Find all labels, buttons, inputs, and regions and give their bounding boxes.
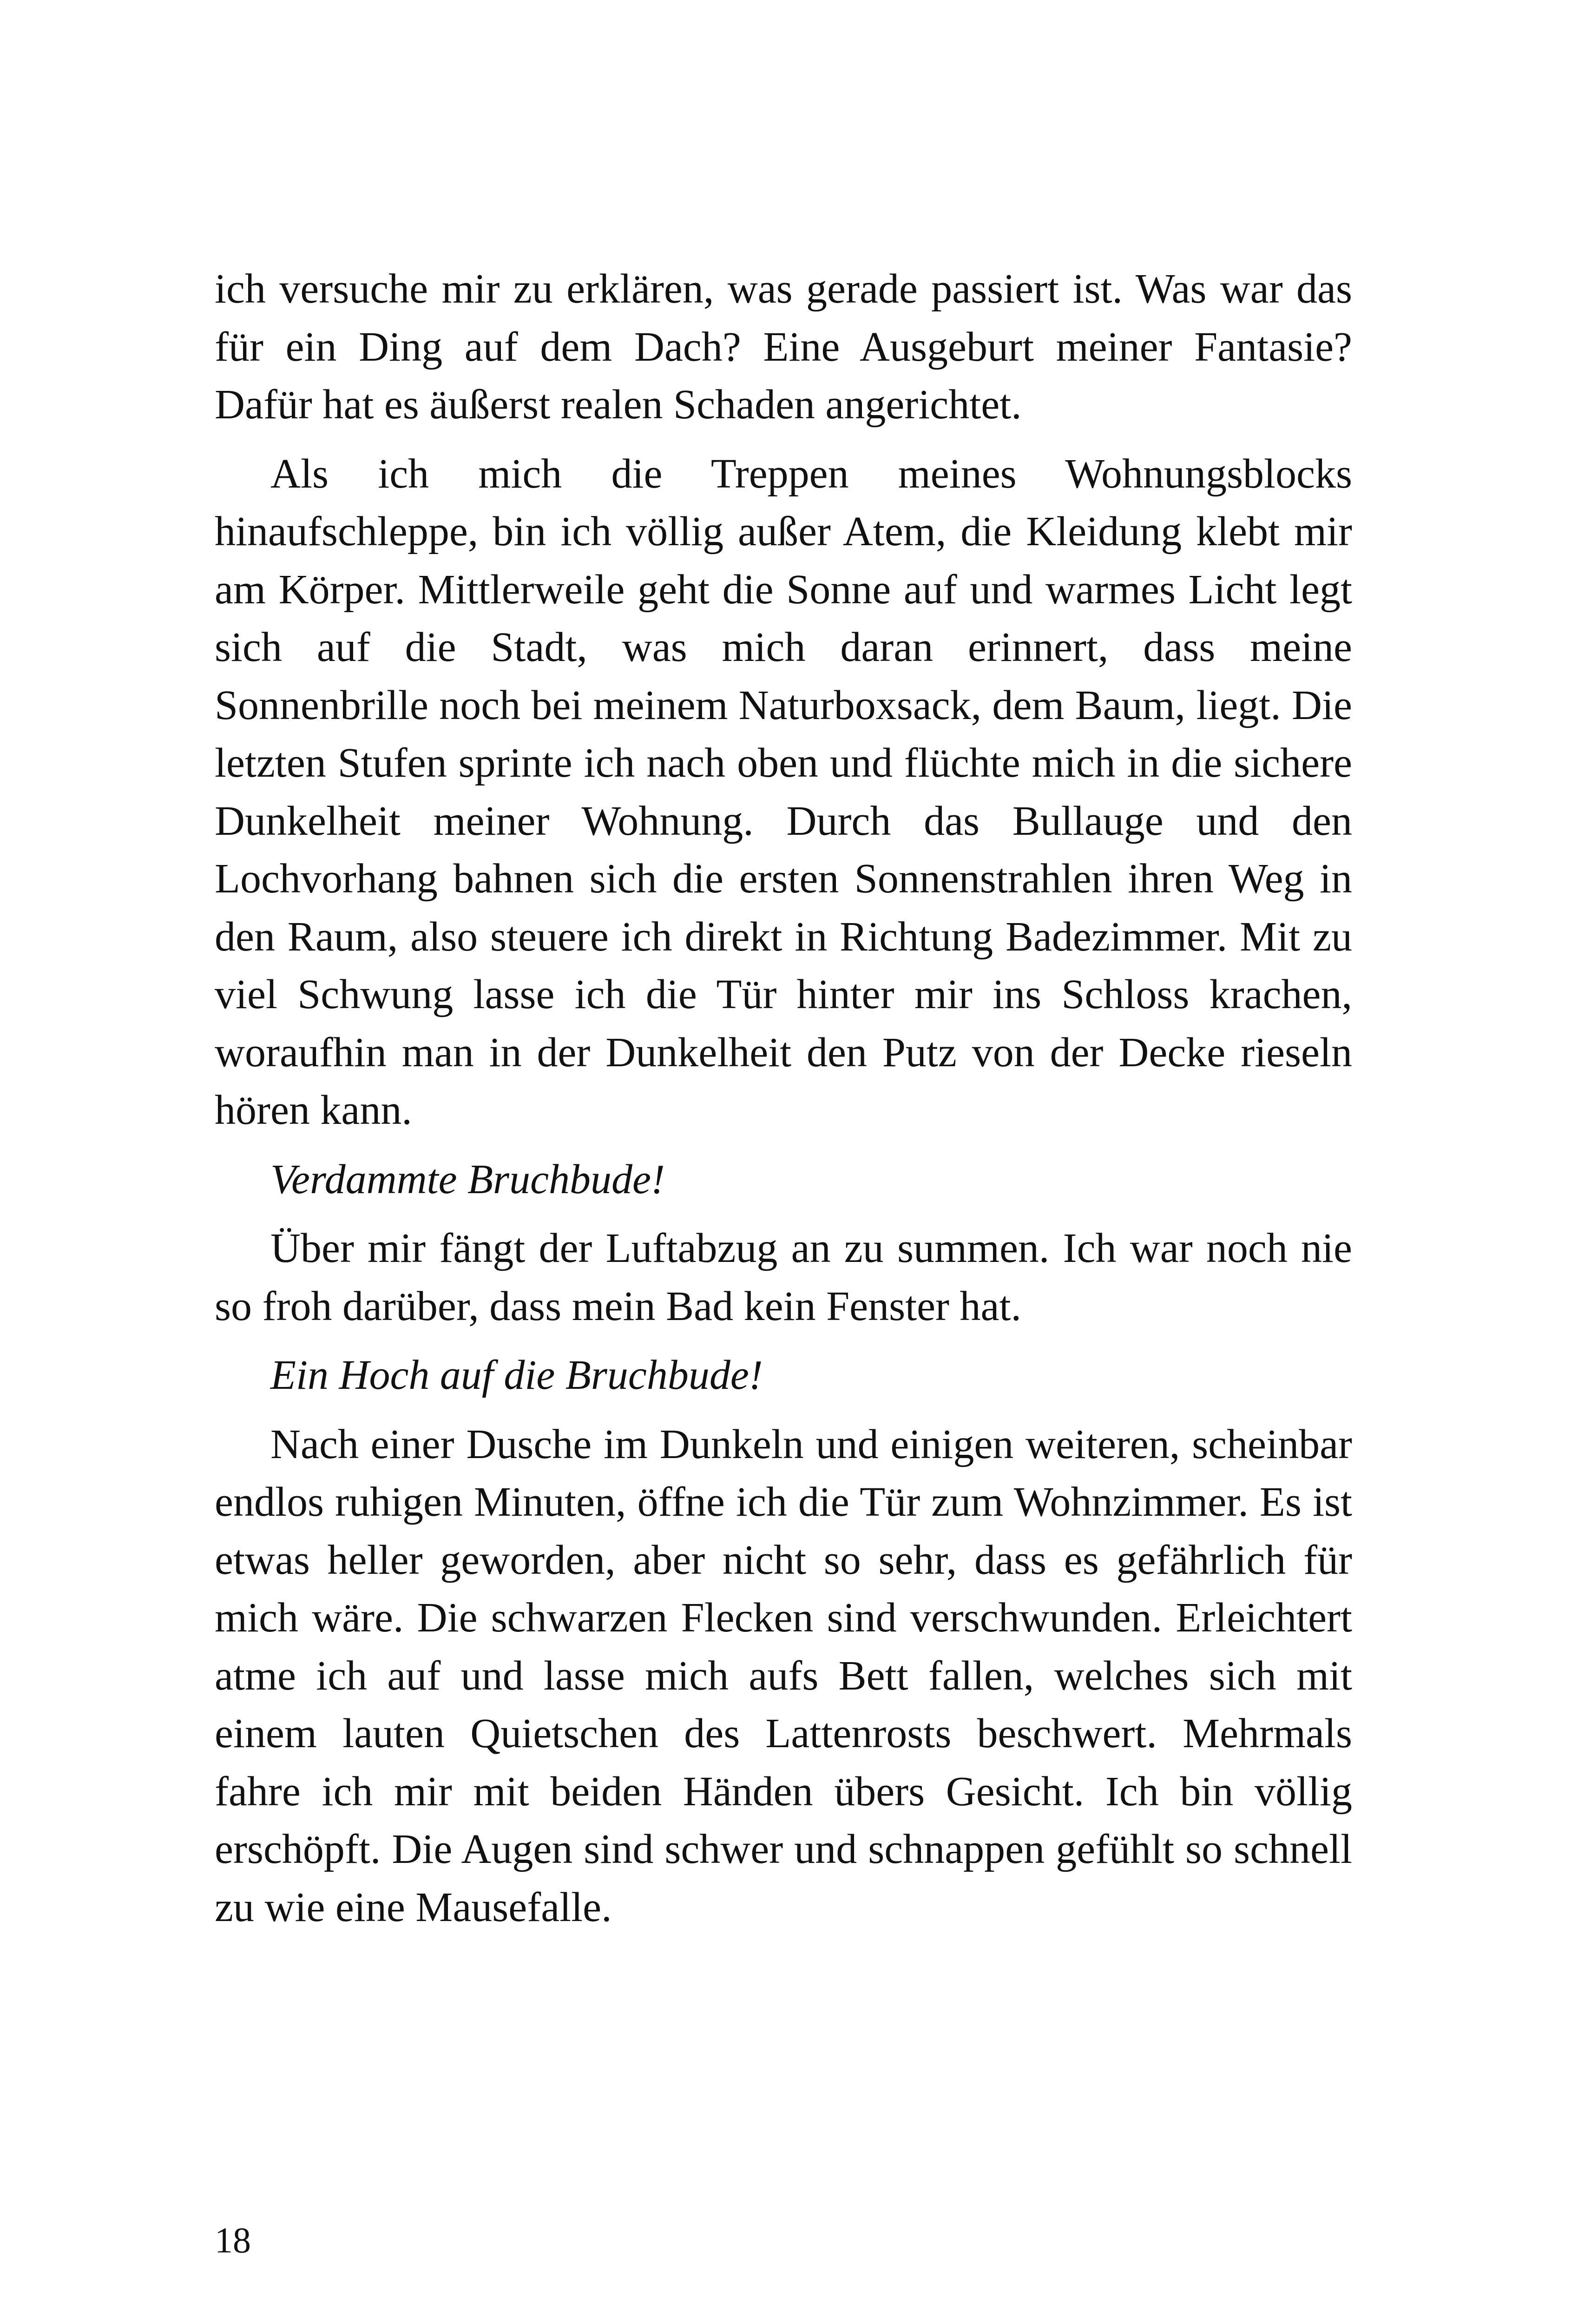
italic-thought-2: Ein Hoch auf die Bruchbude!: [270, 1352, 763, 1398]
paragraph-3: Über mir fängt der Luftabzug an zu summen. Ich war noch nie so froh darüber, dass mein Bad kein Fenster hat.: [215, 1225, 1352, 1329]
page-number: 18: [215, 2220, 251, 2260]
body-text: [215, 260, 1352, 1948]
paragraph-2: Als ich mich die Treppen meines Wohnungsblocks hinaufschleppe, bin ich völlig außer Atem, die Kleidung klebt mir am Körper. Mittlerweile geht die Sonne auf und warmes Licht legt sich auf die Stadt, was mich daran erinnert, dass meine Sonnenbrille noch bei meinem Naturboxsack, dem Baum, liegt. Die letzten Stufen sprinte ich nach oben und flüchte mich in die sichere Dunkelheit meiner Wohnung. Durch das Bullauge und den Lochvorhang bahnen sich die ersten Sonnenstrahlen ihren Weg in den Raum, also steuere ich direkt in Richtung Badezimmer. Mit zu viel Schwung lasse ich die Tür hinter mir ins Schloss krachen, woraufhin man in der Dunkelheit den Putz von der Decke rieseln hören kann.: [215, 450, 1352, 1133]
italic-thought-1: Verdammte Bruchbude!: [270, 1156, 665, 1202]
paragraph-4: Nach einer Dusche im Dunkeln und einigen weiteren, scheinbar endlos ruhigen Minuten, öffne ich die Tür zum Wohnzimmer. Es ist etwas heller geworden, aber nicht so sehr, dass es gefährlich für mich wäre. Die schwarzen Flecken sind verschwunden. Erleichtert atme ich auf und lasse mich aufs Bett fallen, welches sich mit einem lauten Quietschen des Lattenrosts beschwert. Mehrmals fahre ich mir mit beiden Händen übers Gesicht. Ich bin völlig erschöpft. Die Augen sind schwer und schnappen gefühlt so schnell zu wie eine Mausefalle.: [215, 1421, 1352, 1930]
paragraph-1: ich versuche mir zu erklären, was gerade passiert ist. Was war das für ein Ding auf dem Dach? Eine Ausgeburt meiner Fantasie? Dafür hat es äußerst realen Schaden angerichtet.: [215, 266, 1352, 428]
